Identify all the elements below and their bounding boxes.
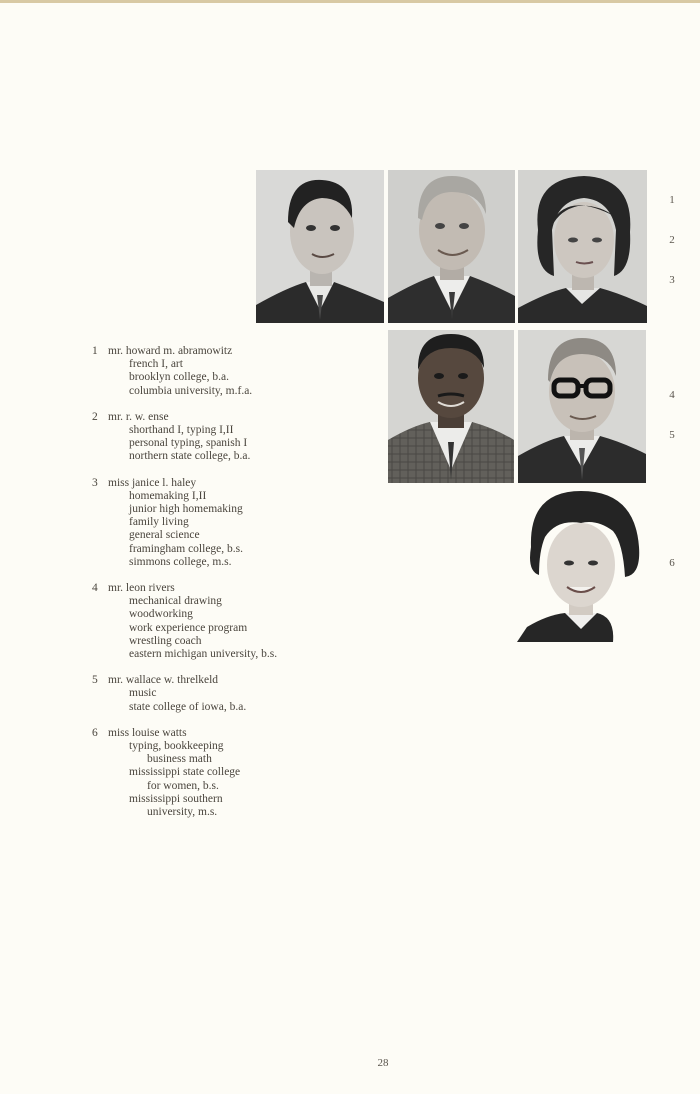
entry-number: 1 <box>92 345 98 357</box>
photo-number-1: 1 <box>669 194 675 206</box>
faculty-entry-3 <box>92 477 392 569</box>
faculty-roster <box>92 345 392 832</box>
entry-line: state college of iowa, b.a. <box>129 700 247 713</box>
faculty-entry-2 <box>92 411 392 464</box>
entry-number: 3 <box>92 476 98 489</box>
faculty-entry-6 <box>92 727 392 819</box>
portrait-photo-6 <box>517 487 645 642</box>
entry-line: typing, bookkeeping <box>129 740 224 753</box>
entry-line: business math <box>147 753 212 766</box>
portrait-man-1-icon <box>256 170 384 323</box>
portrait-photo-3 <box>518 170 647 323</box>
faculty-name: mr. r. w. ense <box>108 410 169 423</box>
portrait-photo-5 <box>518 330 646 483</box>
entry-line: eastern michigan university, b.s. <box>129 648 278 661</box>
page-top-edge <box>0 0 700 3</box>
portrait-woman-6-icon <box>517 487 645 642</box>
portrait-man-5-icon <box>518 330 646 483</box>
faculty-entry-1 <box>92 345 392 398</box>
photo-number-2: 2 <box>669 234 675 246</box>
portrait-man-4-icon <box>388 330 514 483</box>
entry-line: for women, b.s. <box>147 779 219 792</box>
entry-line: brooklyn college, b.a. <box>129 371 229 384</box>
entry-number: 6 <box>92 726 98 739</box>
entry-line: junior high homemaking <box>129 503 243 516</box>
entry-line: homemaking I,II <box>129 489 207 502</box>
entry-line: mississippi state college <box>129 766 241 779</box>
portrait-photo-4 <box>388 330 514 483</box>
entry-number: 2 <box>92 410 98 423</box>
entry-line: woodworking <box>129 608 193 621</box>
entry-line: columbia university, m.f.a. <box>129 384 253 397</box>
entry-line: northern state college, b.a. <box>129 450 251 463</box>
faculty-name: mr. wallace w. threlkeld <box>108 674 219 687</box>
photo-number-3: 3 <box>669 274 675 286</box>
page-number: 28 <box>377 1057 389 1069</box>
entry-line: university, m.s. <box>147 806 218 819</box>
entry-line: mississippi southern <box>129 792 223 805</box>
entry-line: mechanical drawing <box>129 595 222 608</box>
entry-line: framingham college, b.s. <box>129 542 244 555</box>
faculty-name: miss janice l. haley <box>108 476 197 489</box>
entry-line: music <box>129 687 157 700</box>
faculty-entry-4 <box>92 582 392 661</box>
faculty-name: miss louise watts <box>108 726 187 739</box>
entry-line: work experience program <box>129 621 248 634</box>
portrait-man-2-icon <box>388 170 515 323</box>
photo-number-4: 4 <box>669 389 675 401</box>
entry-number: 4 <box>92 582 98 595</box>
entry-line: personal typing, spanish I <box>129 437 248 450</box>
portrait-woman-3-icon <box>518 170 647 323</box>
entry-line: wrestling coach <box>129 634 202 647</box>
entry-number: 5 <box>92 674 98 687</box>
portrait-photo-2 <box>388 170 515 323</box>
portrait-photo-1 <box>256 170 384 323</box>
entry-line: simmons college, m.s. <box>129 555 232 568</box>
faculty-entry-5 <box>92 674 392 714</box>
photo-number-5: 5 <box>669 429 675 441</box>
faculty-name: mr. howard m. abramowitz <box>108 345 233 357</box>
photo-number-6: 6 <box>669 557 675 569</box>
entry-line: shorthand I, typing I,II <box>129 424 234 437</box>
entry-line: general science <box>129 529 200 542</box>
entry-line: french I, art <box>129 358 183 371</box>
faculty-name: mr. leon rivers <box>108 582 175 595</box>
entry-line: family living <box>129 516 189 529</box>
